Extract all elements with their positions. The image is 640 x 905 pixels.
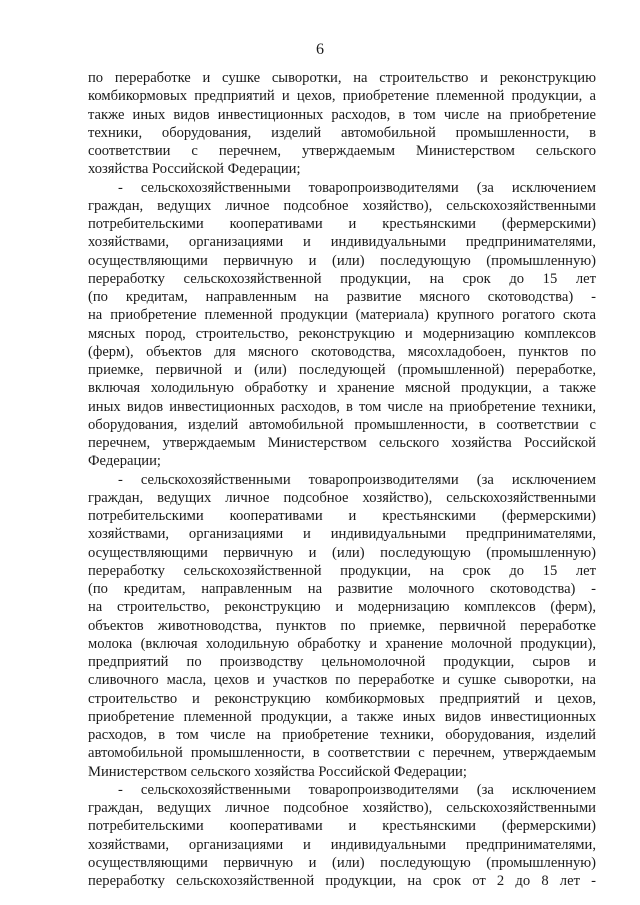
text-line: хозяйствами, организациями и индивидуальными предпринимателями, xyxy=(88,836,596,853)
text-line: хозяйствами, организациями и индивидуальными предпринимателями, xyxy=(88,526,596,543)
text-line: приобретение племенной продукции, а также иных видов инвестиционных xyxy=(88,708,596,725)
text-line: осуществляющими первичную и (или) последующую (промышленную) xyxy=(88,544,596,561)
text-line: расходов, в том числе на приобретение техники, оборудования, изделий xyxy=(88,727,596,743)
text-line: по переработке и сушке сыворотки, на строительство и реконструкцию xyxy=(88,70,596,86)
text-line: Министерством сельского хозяйства Российской Федерации; xyxy=(88,763,467,780)
paragraph-1 xyxy=(88,69,596,179)
text-line: переработку сельскохозяйственной продукции, на срок от 2 до 8 лет - xyxy=(88,873,596,889)
text-line: граждан, ведущих личное подсобное хозяйство), сельскохозяйственными xyxy=(88,800,596,816)
text-line: переработку сельскохозяйственной продукции, на срок до 15 лет xyxy=(88,270,596,287)
text-line: осуществляющими первичную и (или) последующую (промышленную) xyxy=(88,854,596,871)
text-line: молока (включая холодильную обработку и хранение молочной продукции), xyxy=(88,635,596,652)
document-body xyxy=(88,69,596,890)
text-line: на приобретение племенной продукции (материала) крупного рогатого скота xyxy=(88,307,596,324)
text-line: (по кредитам, направленным на развитие мясного скотоводства) - xyxy=(88,289,596,305)
text-line: соответствии с перечнем, утверждаемым Министерством сельского xyxy=(88,143,596,159)
text-line: строительство и реконструкцию комбикормовых предприятий и цехов, xyxy=(88,690,596,707)
text-line: потребительскими кооперативами и крестьянскими (фермерскими) xyxy=(88,216,596,232)
text-line: (ферм), объектов для мясного скотоводства, мясохладобоен, пунктов по xyxy=(88,343,596,360)
text-line: - сельскохозяйственными товаропроизводителями (за исключением xyxy=(118,781,596,798)
text-line: иных видов инвестиционных расходов, в том числе на приобретение техники, xyxy=(88,398,596,415)
text-line: - сельскохозяйственными товаропроизводителями (за исключением xyxy=(118,179,596,196)
text-line: автомобильной промышленности, в соответствии с перечнем, утверждаемым xyxy=(88,745,596,762)
text-line: мясных пород, строительство, реконструкцию и модернизацию комплексов xyxy=(88,325,596,342)
text-line: хозяйства Российской Федерации; xyxy=(88,161,301,178)
text-line: (по кредитам, направленным на развитие молочного скотоводства) - xyxy=(88,581,596,597)
text-line: включая холодильную обработку и хранение мясной продукции, а также xyxy=(88,380,596,397)
text-line: перечнем, утверждаемым Министерством сельского хозяйства Российской xyxy=(88,435,596,451)
text-line: хозяйствами, организациями и индивидуальными предпринимателями, xyxy=(88,234,596,251)
text-line: граждан, ведущих личное подсобное хозяйство), сельскохозяйственными xyxy=(88,197,596,214)
text-line: переработку сельскохозяйственной продукции, на срок до 15 лет xyxy=(88,562,596,579)
text-line: сливочного масла, цехов и участков по переработке и сушке сыворотки, на xyxy=(88,672,596,689)
text-line: граждан, ведущих личное подсобное хозяйство), сельскохозяйственными xyxy=(88,489,596,506)
text-line: также иных видов инвестиционных расходов, в том числе на приобретение xyxy=(88,106,596,123)
paragraph-2 xyxy=(88,179,596,471)
paragraph-4 xyxy=(88,781,596,891)
text-line: потребительскими кооперативами и крестьянскими (фермерскими) xyxy=(88,818,596,835)
page-number: 6 xyxy=(316,41,324,58)
text-line: оборудования, изделий автомобильной промышленности, в соответствии с xyxy=(88,416,596,433)
text-line: предприятий по производству цельномолочной продукции, сыров и xyxy=(88,654,596,670)
text-line: объектов животноводства, пунктов по приемке, первичной переработке xyxy=(88,617,596,634)
text-line: - сельскохозяйственными товаропроизводителями (за исключением xyxy=(118,471,596,488)
text-line: на строительство, реконструкцию и модернизацию комплексов (ферм), xyxy=(88,599,596,616)
paragraph-3 xyxy=(88,471,596,781)
text-line: осуществляющими первичную и (или) последующую (промышленную) xyxy=(88,252,596,269)
text-line: потребительскими кооперативами и крестьянскими (фермерскими) xyxy=(88,508,596,524)
text-line: Федерации; xyxy=(88,453,161,470)
text-line: приемке, первичной и (или) последующей (промышленной) переработке, xyxy=(88,362,596,378)
text-line: техники, оборудования, изделий автомобильной промышленности, в xyxy=(88,124,596,141)
text-line: комбикормовых предприятий и цехов, приобретение племенной продукции, а xyxy=(88,88,596,105)
